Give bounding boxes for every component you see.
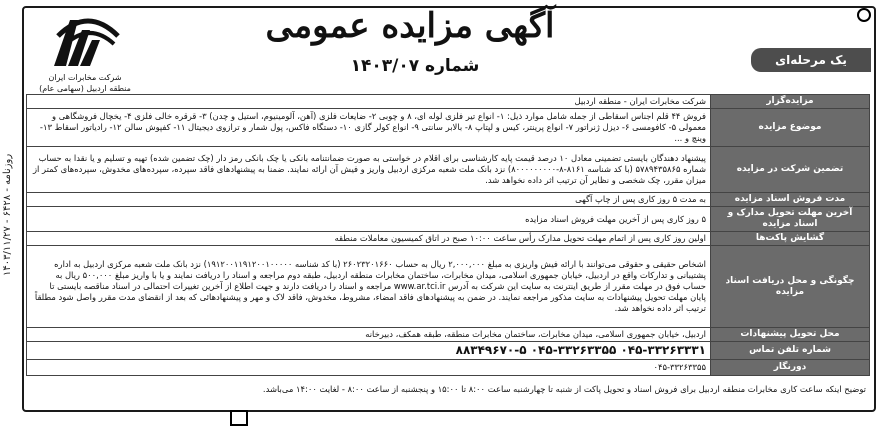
table-row <box>27 232 870 246</box>
row-label: گشایش پاکت‌ها <box>711 232 870 246</box>
table-row <box>27 95 870 109</box>
row-label: چگونگی و محل دریافت اسناد مزایده <box>711 246 870 328</box>
table-row <box>27 342 870 360</box>
row-label: دورنگار <box>711 360 870 376</box>
newspaper-side-note: روزنامه - ۶۴۲۸ - ۱۴۰۳/۱۱/۲۷ <box>2 153 13 277</box>
row-label: تضمین شرکت در مزایده <box>711 147 870 193</box>
footer-note: توضیح اینکه ساعت کاری مخابرات منطقه اردبیل برای فروش اسناد و تحویل پاکت از شنبه تا چهارشنبه ساعت ۸:۰۰ تا ۱۵:۰۰ و پنجشنبه از ساعت ۸:۰۰ - لغایت ۱۴:۰۰ می‌باشد. <box>262 384 866 394</box>
table-row <box>27 246 870 328</box>
row-value: فروش ۴۴ قلم اجناس اسقاطی از جمله شامل موارد ذیل: ۱- انواع تیر فلزی لوله ای، ۸ و چوبی ۲- ضایعات فلزی (آهن، آلومینیوم، استیل و چدن) ۳- قرقره خالی فلزی ۴- یخچال فروشگاهی و معمولی ۵- کافومسی ۶- دیزل ژنراتور ۷- انواع پرینتر، کیس و لپتاپ ۸- بالابر سانتی ۹- انواع کولر گازی ۱۰- دستگاه فاکس، پول شمار و ترازوی دیجیتال ۱۱- کفپوش سالن ۱۲- رادیاتور اسقاط ۱۳- وینچ و ... <box>27 109 711 147</box>
row-label: محل تحویل پیشنهادات <box>711 328 870 342</box>
row-value: اولین روز کاری پس از اتمام مهلت تحویل مدارک رأس ساعت ۱۰:۰۰ صبح در اتاق کمیسیون معاملات منطقه <box>27 232 711 246</box>
circle-icon <box>857 8 871 22</box>
row-label: مزایده‌گزار <box>711 95 870 109</box>
company-logo <box>26 10 144 102</box>
row-value: پیشنهاد دهندگان بایستی تضمینی معادل ۱۰ درصد قیمت پایه کارشناسی برای اقلام در خواستی به صورت ضمانتنامه بانکی یا چک بانکی رمز دار (چک تضمین شده) تهیه و تسلیم و یا نقدا به حساب شماره ۵۷۸۹۴۳۵۸۶۵ (با کد شناسه ۸۱۶۱-۸-۸۰۰۰۰۰۰۰۰۰) نزد بانک ملت شعبه مرکزی اردبیل واریز و فیش آن ارائه نمایند. ضمنا به پیشنهادهای فاقد سپرده، سپرده‌های مخدوش، سپرده‌های کمتر از میزان مقرر، چک شخصی و نظایر آن ترتیب اثر داده نخواهد شد. <box>27 147 711 193</box>
row-value: ۵ روز کاری پس از آخرین مهلت فروش اسناد مزایده <box>27 207 711 232</box>
notice-number: شماره ۱۴۰۳/۰۷ <box>350 56 480 76</box>
tci-logo-icon <box>48 10 122 72</box>
row-label: موضوع مزایده <box>711 109 870 147</box>
row-value: اردبیل، خیابان جمهوری اسلامی، میدان مخابرات، ساختمان مخابرات منطقه، طبقه همکف، دبیرخانه <box>27 328 711 342</box>
row-label: آخرین مهلت تحویل مدارک و اسناد مزایده <box>711 207 870 232</box>
fax-number: ۰۴۵-۳۳۲۶۳۳۵۵ <box>27 360 711 376</box>
row-value: اشخاص حقیقی و حقوقی می‌توانند با ارائه فیش واریزی به مبلغ ۲,۰۰۰,۰۰۰ ریال به حساب ۲۶۰۲۳۲۰۱۶۶۰ (با کد شناسه ۱۹۱۲۰۰۱۱۹۱۲۰۰۱۰۰۰۰۰) نزد بانک ملت شعبه مرکزی اردبیل به اداره پشتیبانی و تدارکات واقع در اردبیل، خیابان جمهوری اسلامی، میدان مخابرات، ساختمان مخابرات منطقه اردبیل، طبقه دوم مراجعه و اسناد را دریافت نمایند و یا با واریز مبلغ ۵۰۰,۰۰۰ ریال به حساب فوق در مهلت مقرر از طریق اینترنت به سایت این شرکت به آدرس www.ar.tci.ir مراجعه و اسناد را دریافت دارند و جهت اطلاع از آخرین تغییرات احتمالی در اسناد مناقصه بایستی تا پایان مهلت تحویل پیشنهادات به سایت مذکور مراجعه نمایند. در ضمن به پیشنهادهای فاقد امضاء، مشروط، مخدوش، فاقد لاک و مهر و پیشنهادهائی که بعد از انقضای مدت مقرر واصل شود مطلقاً ترتیب اثر داده نخواهد شد. <box>27 246 711 328</box>
table-row <box>27 193 870 207</box>
logo-line2: منطقه اردبیل (سهامی عام) <box>39 84 131 93</box>
notice-table <box>26 94 870 376</box>
table-row <box>27 360 870 376</box>
row-label: شماره تلفن تماس <box>711 342 870 360</box>
page-title: آگهی مزایده عمومی <box>265 6 555 46</box>
envelope-icon <box>230 410 248 426</box>
row-value: به مدت ۵ روز کاری پس از چاپ آگهی <box>27 193 711 207</box>
phone-numbers: ۰۴۵-۳۳۲۶۳۳۳۱ ۰۴۵-۳۳۲۶۳۳۵۵ ۸۸۳۴۹۶۷۰-۵ <box>27 342 711 360</box>
table-row <box>27 109 870 147</box>
table-row <box>27 328 870 342</box>
row-value: شرکت مخابرات ایران - منطقه اردبیل <box>27 95 711 109</box>
table-row <box>27 207 870 232</box>
logo-line1: شرکت مخابرات ایران <box>48 73 122 82</box>
row-label: مدت فروش اسناد مزایده <box>711 193 870 207</box>
stage-badge: یک مرحله‌ای <box>751 48 871 72</box>
table-row <box>27 147 870 193</box>
